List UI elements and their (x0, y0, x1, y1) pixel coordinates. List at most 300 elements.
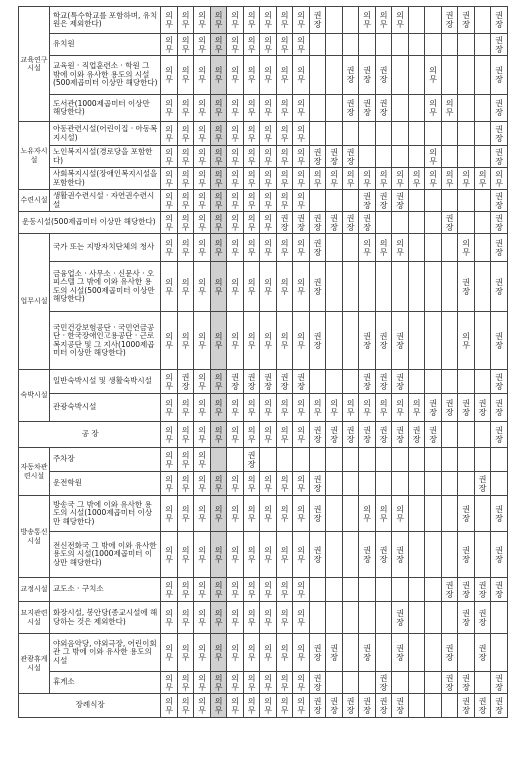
cell-char-bottom: 무 (198, 200, 206, 210)
cell-char-bottom: 무 (247, 682, 256, 692)
empty-cell (441, 472, 458, 496)
recommended-cell (392, 532, 409, 578)
cell-char-bottom: 무 (247, 434, 256, 444)
cell-char-bottom: 무 (231, 156, 239, 166)
empty-cell (342, 578, 359, 602)
cell-char-bottom: 장 (363, 200, 371, 210)
empty-cell (375, 578, 392, 602)
mandatory-cell (161, 56, 178, 95)
mandatory-cell (243, 168, 260, 190)
use-label: 도서관(1000제곱미터 이상만 해당한다) (49, 95, 160, 122)
cell-char-bottom: 장 (412, 434, 421, 444)
cell-char-bottom: 무 (379, 407, 388, 417)
mandatory-cell (177, 394, 194, 422)
cell-char-top: 의 (181, 35, 190, 45)
mandatory-cell (210, 578, 227, 602)
cell-char-bottom: 무 (181, 200, 190, 210)
cell-char-top: 권 (247, 372, 256, 382)
mandatory-cell (293, 146, 310, 168)
cell-char-top: 권 (181, 372, 190, 382)
empty-cell (408, 34, 425, 56)
mandatory-cell (194, 312, 211, 370)
cell-char-bottom: 무 (198, 617, 206, 627)
use-label: 교육원 · 직업훈련소 · 학원 그 밖에 이와 유사한 용도의 시설(500제곱미터 이상만 해당한다) (49, 56, 160, 95)
empty-cell (359, 262, 376, 312)
empty-cell (425, 634, 442, 672)
recommended-cell (425, 422, 442, 448)
cell-char-bottom: 무 (379, 20, 388, 29)
cell-char-bottom: 장 (396, 554, 404, 564)
empty-cell (441, 262, 458, 312)
mandatory-cell (260, 602, 277, 634)
mandatory-cell (293, 122, 310, 146)
empty-cell (491, 448, 508, 472)
cell-char-bottom: 무 (181, 340, 190, 350)
cell-char-bottom: 무 (280, 617, 289, 627)
empty-cell (491, 472, 508, 496)
cell-char-top: 권 (280, 213, 289, 223)
mandatory-cell (293, 634, 310, 672)
recommended-cell (359, 190, 376, 212)
cell-char-bottom: 무 (165, 340, 173, 350)
recommended-cell (293, 212, 310, 234)
cell-char-bottom: 무 (396, 178, 404, 188)
cell-char-top: 권 (363, 696, 371, 706)
facility-group: 노유자시설 (19, 122, 50, 190)
cell-char-bottom: 무 (165, 133, 173, 143)
empty-cell (458, 190, 475, 212)
mandatory-cell (177, 312, 194, 370)
recommended-cell (474, 602, 491, 634)
recommended-cell (276, 212, 293, 234)
cell-char-bottom: 장 (495, 589, 504, 599)
mandatory-cell (210, 234, 227, 262)
cell-char-bottom: 무 (247, 75, 256, 84)
cell-char-top: 의 (214, 504, 223, 514)
cell-char-bottom: 무 (231, 652, 239, 662)
mandatory-cell (194, 634, 211, 672)
cell-char-bottom: 무 (214, 652, 223, 662)
cell-char-top: 권 (396, 331, 404, 341)
cell-char-top: 의 (231, 191, 239, 201)
empty-cell (425, 34, 442, 56)
mandatory-cell (243, 532, 260, 578)
cell-char-bottom: 장 (313, 682, 322, 692)
empty-cell (392, 262, 409, 312)
mandatory-cell (194, 168, 211, 190)
cell-char-top: 의 (396, 11, 404, 20)
mandatory-cell (260, 472, 277, 496)
cell-char-top: 권 (346, 213, 355, 223)
empty-cell (458, 370, 475, 394)
mandatory-cell (161, 234, 178, 262)
mandatory-cell (276, 56, 293, 95)
mandatory-cell (227, 472, 244, 496)
cell-char-top: 권 (495, 580, 504, 590)
recommended-cell (309, 7, 326, 34)
empty-cell (309, 448, 326, 472)
empty-cell (326, 7, 343, 34)
empty-cell (425, 7, 442, 34)
cell-char-top: 의 (280, 696, 289, 706)
cell-char-bottom: 무 (264, 200, 272, 210)
empty-cell (408, 95, 425, 122)
cell-char-top: 권 (346, 147, 355, 157)
cell-char-top: 의 (280, 425, 289, 435)
mandatory-cell (375, 7, 392, 34)
mandatory-cell (210, 190, 227, 212)
recommended-cell (326, 212, 343, 234)
facility-group: 묘지관련시설 (19, 602, 50, 634)
cell-char-bottom: 무 (264, 20, 272, 29)
facility-group: 교정시설 (19, 578, 50, 602)
cell-char-top: 권 (478, 474, 487, 484)
empty-cell (359, 448, 376, 472)
empty-cell (392, 122, 409, 146)
cell-char-bottom: 장 (462, 20, 470, 29)
cell-char-bottom: 무 (247, 247, 256, 257)
mandatory-cell (243, 34, 260, 56)
cell-char-top: 의 (363, 169, 371, 179)
cell-char-top: 의 (198, 372, 206, 382)
empty-cell (326, 578, 343, 602)
cell-char-top: 권 (346, 99, 355, 108)
cell-char-bottom: 장 (330, 222, 338, 232)
cell-char-bottom: 무 (297, 434, 305, 444)
cell-char-bottom: 무 (280, 286, 289, 296)
mandatory-cell (276, 422, 293, 448)
cell-char-bottom: 장 (495, 75, 504, 84)
cell-char-top: 의 (297, 504, 305, 514)
empty-cell (408, 448, 425, 472)
cell-char-top: 의 (462, 238, 470, 248)
cell-char-top: 의 (247, 504, 256, 514)
table-row (19, 95, 508, 122)
mandatory-cell (227, 394, 244, 422)
recommended-cell (260, 370, 277, 394)
cell-char-top: 권 (462, 11, 470, 20)
mandatory-cell (260, 578, 277, 602)
empty-cell (408, 370, 425, 394)
cell-char-top: 의 (264, 696, 272, 706)
recommended-cell (342, 95, 359, 122)
cell-char-top: 권 (379, 372, 388, 382)
empty-cell (326, 448, 343, 472)
cell-char-top: 권 (462, 580, 470, 590)
cell-char-bottom: 무 (247, 705, 256, 715)
use-label: 교도소 · 구치소 (49, 578, 160, 602)
cell-char-bottom: 장 (379, 434, 388, 444)
cell-char-top: 권 (412, 425, 421, 435)
cell-char-top: 권 (445, 643, 454, 653)
empty-cell (425, 190, 442, 212)
cell-char-bottom: 장 (478, 705, 487, 715)
cell-char-top: 의 (280, 398, 289, 408)
cell-char-top: 권 (313, 11, 322, 20)
cell-char-top: 권 (313, 277, 322, 287)
cell-char-bottom: 무 (231, 483, 239, 493)
recommended-cell (342, 212, 359, 234)
empty-cell (441, 694, 458, 718)
mandatory-cell (210, 7, 227, 34)
empty-cell (441, 312, 458, 370)
mandatory-cell (392, 496, 409, 532)
empty-cell (458, 472, 475, 496)
cell-char-bottom: 무 (280, 589, 289, 599)
cell-char-bottom: 장 (379, 705, 388, 715)
recommended-cell (458, 262, 475, 312)
cell-char-top: 의 (214, 238, 223, 248)
empty-cell (359, 122, 376, 146)
cell-char-top: 의 (214, 425, 223, 435)
cell-char-bottom: 무 (181, 222, 190, 232)
recommended-cell (359, 532, 376, 578)
cell-char-top: 의 (165, 643, 173, 653)
cell-char-bottom: 장 (396, 434, 404, 444)
cell-char-bottom: 장 (462, 682, 470, 692)
empty-cell (474, 95, 491, 122)
empty-cell (441, 448, 458, 472)
recommended-cell (309, 672, 326, 694)
empty-cell (326, 190, 343, 212)
cell-char-top: 의 (231, 398, 239, 408)
mandatory-cell (293, 394, 310, 422)
cell-char-top: 의 (198, 11, 206, 20)
cell-char-top: 의 (181, 213, 190, 223)
cell-char-top: 권 (363, 66, 371, 75)
empty-cell (474, 532, 491, 578)
cell-char-bottom: 장 (445, 407, 454, 417)
cell-char-top: 의 (264, 11, 272, 20)
recommended-cell (309, 496, 326, 532)
recommended-cell (491, 394, 508, 422)
use-label: 유치원 (49, 34, 160, 56)
recommended-cell (491, 672, 508, 694)
cell-char-top: 의 (165, 696, 173, 706)
recommended-cell (458, 7, 475, 34)
cell-char-bottom: 무 (363, 407, 371, 417)
mandatory-cell (392, 394, 409, 422)
cell-char-bottom: 장 (247, 381, 256, 391)
mandatory-cell (227, 190, 244, 212)
empty-cell (491, 602, 508, 634)
mandatory-cell (408, 394, 425, 422)
mandatory-cell (260, 34, 277, 56)
recommended-cell (441, 634, 458, 672)
mandatory-cell (177, 672, 194, 694)
cell-char-top: 권 (429, 425, 437, 435)
mandatory-cell (194, 95, 211, 122)
cell-char-bottom: 장 (445, 682, 454, 692)
use-label: 방송국 그 밖에 이와 유사한 용도의 시설(1000제곱미터 이상만 해당한다) (49, 496, 160, 532)
mandatory-cell (243, 56, 260, 95)
cell-char-bottom: 무 (231, 617, 239, 627)
cell-char-bottom: 장 (396, 200, 404, 210)
cell-char-top: 권 (478, 608, 487, 618)
cell-char-top: 권 (462, 277, 470, 287)
table-row (19, 312, 508, 370)
table-row (19, 422, 508, 448)
cell-char-top: 의 (165, 545, 173, 555)
mandatory-cell (408, 168, 425, 190)
cell-char-bottom: 장 (363, 554, 371, 564)
cell-char-bottom: 무 (214, 286, 223, 296)
mandatory-cell (194, 394, 211, 422)
cell-char-bottom: 무 (231, 513, 239, 523)
empty-cell (309, 34, 326, 56)
cell-char-top: 의 (297, 66, 305, 75)
cell-char-top: 권 (379, 99, 388, 108)
recommended-cell (359, 422, 376, 448)
cell-char-bottom: 장 (495, 222, 504, 232)
cell-char-bottom: 무 (280, 75, 289, 84)
cell-char-top: 의 (165, 673, 173, 683)
cell-char-top: 권 (280, 372, 289, 382)
cell-char-bottom: 무 (247, 20, 256, 29)
recommended-cell (342, 694, 359, 718)
empty-cell (392, 34, 409, 56)
mandatory-cell (276, 262, 293, 312)
cell-char-bottom: 무 (280, 20, 289, 29)
empty-cell (309, 370, 326, 394)
cell-char-top: 의 (297, 398, 305, 408)
cell-char-top: 의 (214, 213, 223, 223)
mandatory-cell (161, 634, 178, 672)
mandatory-cell (342, 168, 359, 190)
cell-char-top: 의 (231, 11, 239, 20)
cell-char-top: 의 (396, 169, 404, 179)
cell-char-bottom: 장 (363, 381, 371, 391)
cell-char-bottom: 무 (280, 434, 289, 444)
cell-char-bottom: 무 (264, 178, 272, 188)
empty-cell (326, 122, 343, 146)
cell-char-top: 의 (297, 11, 305, 20)
recommended-cell (375, 672, 392, 694)
empty-cell (392, 146, 409, 168)
cell-char-top: 의 (165, 213, 173, 223)
mandatory-cell (243, 394, 260, 422)
mandatory-cell (210, 394, 227, 422)
cell-char-top: 의 (297, 191, 305, 201)
recommended-cell (441, 578, 458, 602)
cell-char-top: 권 (363, 545, 371, 555)
empty-cell (359, 146, 376, 168)
cell-char-bottom: 무 (214, 407, 223, 417)
cell-char-top: 의 (280, 277, 289, 287)
cell-char-bottom: 무 (280, 407, 289, 417)
cell-char-top: 의 (264, 169, 272, 179)
recommended-cell (359, 56, 376, 95)
cell-char-top: 의 (280, 474, 289, 484)
cell-char-top: 권 (330, 213, 338, 223)
mandatory-cell (227, 262, 244, 312)
cell-char-bottom: 장 (379, 554, 388, 564)
empty-cell (458, 95, 475, 122)
empty-cell (458, 122, 475, 146)
cell-char-bottom: 무 (297, 133, 305, 143)
recommended-cell (359, 212, 376, 234)
mandatory-cell (326, 168, 343, 190)
mandatory-cell (227, 122, 244, 146)
cell-char-top: 의 (297, 35, 305, 45)
cell-char-top: 의 (181, 99, 190, 108)
cell-char-bottom: 무 (429, 75, 437, 84)
mandatory-cell (227, 532, 244, 578)
mandatory-cell (309, 168, 326, 190)
cell-char-top: 의 (297, 277, 305, 287)
cell-char-bottom: 장 (478, 483, 487, 493)
mandatory-cell (177, 168, 194, 190)
cell-char-bottom: 무 (297, 589, 305, 599)
cell-char-top: 권 (495, 331, 504, 341)
cell-char-bottom: 무 (462, 178, 470, 188)
cell-char-bottom: 장 (313, 222, 322, 232)
cell-char-bottom: 무 (379, 513, 388, 523)
cell-char-bottom: 무 (198, 222, 206, 232)
mandatory-cell (161, 496, 178, 532)
cell-char-top: 의 (247, 147, 256, 157)
cell-char-top: 의 (445, 99, 454, 108)
cell-char-top: 권 (495, 11, 504, 20)
empty-cell (474, 146, 491, 168)
cell-char-top: 의 (264, 643, 272, 653)
cell-char-top: 권 (363, 643, 371, 653)
cell-char-top: 의 (231, 238, 239, 248)
mandatory-cell (161, 602, 178, 634)
empty-cell (276, 448, 293, 472)
cell-char-bottom: 무 (280, 652, 289, 662)
cell-char-top: 의 (165, 277, 173, 287)
cell-char-top: 의 (231, 696, 239, 706)
cell-char-bottom: 장 (313, 705, 322, 715)
mandatory-cell (194, 56, 211, 95)
recommended-cell (491, 532, 508, 578)
cell-char-bottom: 무 (264, 247, 272, 257)
recommended-cell (491, 7, 508, 34)
use-label: 공 장 (19, 422, 161, 448)
cell-char-bottom: 무 (297, 617, 305, 627)
cell-char-top: 의 (231, 66, 239, 75)
use-label: 운전학원 (49, 472, 160, 496)
table-row (19, 234, 508, 262)
mandatory-cell (227, 496, 244, 532)
cell-char-bottom: 무 (198, 44, 206, 54)
cell-char-bottom: 장 (462, 554, 470, 564)
cell-char-bottom: 장 (379, 682, 388, 692)
cell-char-bottom: 무 (231, 75, 239, 84)
mandatory-cell (210, 312, 227, 370)
empty-cell (425, 122, 442, 146)
cell-char-bottom: 무 (214, 554, 223, 564)
cell-char-top: 권 (445, 580, 454, 590)
empty-cell (408, 634, 425, 672)
empty-cell (293, 448, 310, 472)
mandatory-cell (392, 7, 409, 34)
cell-char-bottom: 무 (231, 589, 239, 599)
cell-char-bottom: 무 (247, 286, 256, 296)
empty-cell (375, 212, 392, 234)
cell-char-bottom: 무 (429, 178, 437, 188)
cell-char-bottom: 무 (214, 340, 223, 350)
mandatory-cell (243, 312, 260, 370)
cell-char-bottom: 장 (478, 407, 487, 417)
cell-char-bottom: 무 (198, 156, 206, 166)
mandatory-cell (260, 95, 277, 122)
recommended-cell (342, 146, 359, 168)
mandatory-cell (227, 34, 244, 56)
cell-char-top: 의 (429, 169, 437, 179)
cell-char-top: 의 (478, 169, 487, 179)
